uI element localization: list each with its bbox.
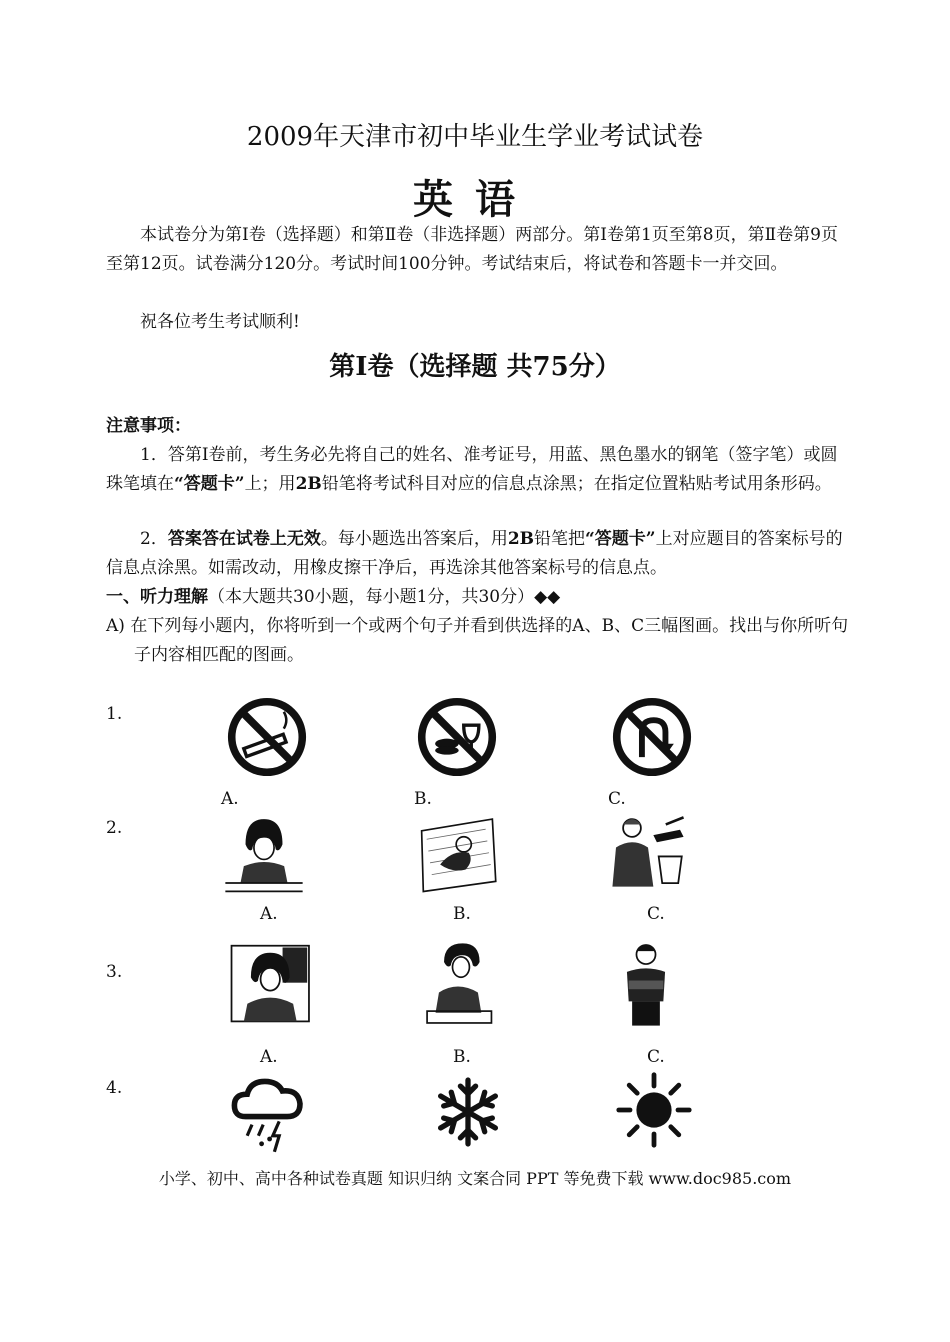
no-smoking-icon xyxy=(225,695,309,779)
notes-heading: 注意事项： xyxy=(106,416,191,436)
notes-item-2-pencil: 2B xyxy=(507,529,535,549)
question-1-option-a: A. xyxy=(221,789,239,809)
no-u-turn-icon xyxy=(610,695,694,779)
notes-item-2-warning: 答案答在试卷上无效 xyxy=(167,529,321,549)
listening-heading-bold: 一、听力理解 xyxy=(106,587,208,607)
sun-icon xyxy=(614,1070,694,1150)
question-2-option-b: B. xyxy=(453,904,471,924)
notes-item-1-answer-card: “答题卡” xyxy=(174,474,245,494)
notes-item-2-text-c: 。每小题选出答案后，用 xyxy=(320,529,508,549)
notes-item-2-answer-card: “答题卡” xyxy=(585,529,656,549)
question-2-option-c: C. xyxy=(647,904,665,924)
listening-heading-rest: （本大题共30小题，每小题1分，共30分）◆◆ xyxy=(208,587,561,607)
man-arms-crossed-picture xyxy=(620,940,672,1028)
question-3-option-c: C. xyxy=(647,1047,665,1067)
footer-text: 小学、初中、高中各种试卷真题 知识归纳 文案合同 PPT 等免费下载 www.doc985.com xyxy=(158,1169,792,1188)
notes-item-1-text-c: 上；用 xyxy=(244,474,296,494)
section-title: 第Ⅰ卷（选择题 共75分） xyxy=(329,352,621,382)
subject-title: 英语 xyxy=(413,176,537,223)
rain-cloud-icon xyxy=(228,1074,308,1156)
question-1-number: 1. xyxy=(106,704,123,724)
question-3-number: 3. xyxy=(106,962,123,982)
girl-tired-picture xyxy=(422,940,494,1028)
girl-at-desk-picture xyxy=(222,814,306,894)
question-2-number: 2. xyxy=(106,818,123,838)
notes-item-2 xyxy=(106,525,848,583)
notes-item-2-number: 2． xyxy=(140,529,168,549)
intro-wish: 祝各位考生考试顺利! xyxy=(140,312,300,332)
girl-ironing-picture xyxy=(602,812,694,892)
girl-worried-picture xyxy=(228,942,316,1026)
notes-item-1-text-e: 铅笔将考试科目对应的信息点涂黑；在指定位置粘贴考试用条形码。 xyxy=(321,474,832,494)
intro-paragraph: 本试卷分为第Ⅰ卷（选择题）和第Ⅱ卷（非选择题）两部分。第Ⅰ卷第1页至第8页，第Ⅱ卷第9页至第12页。试卷满分120分。考试时间100分钟。考试结束后，将试卷和答题卡一并交回。 xyxy=(106,225,838,274)
person-sleeping-picture xyxy=(414,814,500,894)
listening-part-a: A) 在下列每小题内，你将听到一个或两个句子并看到供选择的A、B、C三幅图画。找出与你所听句子内容相匹配的图画。 xyxy=(106,616,849,665)
snowflake-icon xyxy=(430,1074,506,1150)
question-1-option-c: C. xyxy=(608,789,626,809)
question-4-number: 4. xyxy=(106,1078,123,1098)
question-2-option-a: A. xyxy=(260,904,278,924)
question-3-option-a: A. xyxy=(260,1047,278,1067)
notes-item-2-text-e: 铅笔把 xyxy=(534,529,586,549)
notes-item-1 xyxy=(106,441,848,499)
no-food-drink-icon xyxy=(415,695,499,779)
question-3-option-b: B. xyxy=(453,1047,471,1067)
question-1-option-b: B. xyxy=(414,789,432,809)
listening-heading xyxy=(106,583,848,612)
notes-item-1-pencil: 2B xyxy=(295,474,322,494)
notes-item-1-text-a: 1．答第Ⅰ卷前，考生务必先将自己的姓名、准考证号，用蓝、黑色墨水的钢笔（签字笔）或圆珠笔填在 xyxy=(106,445,838,494)
notes-item-2-text-g: 上对应题目的答案标号的信息点涂黑。如需改动，用橡皮擦干净后，再选涂其他答案标号的信息点。 xyxy=(106,529,843,578)
exam-title: 2009年天津市初中毕业生学业考试试卷 xyxy=(246,122,704,152)
